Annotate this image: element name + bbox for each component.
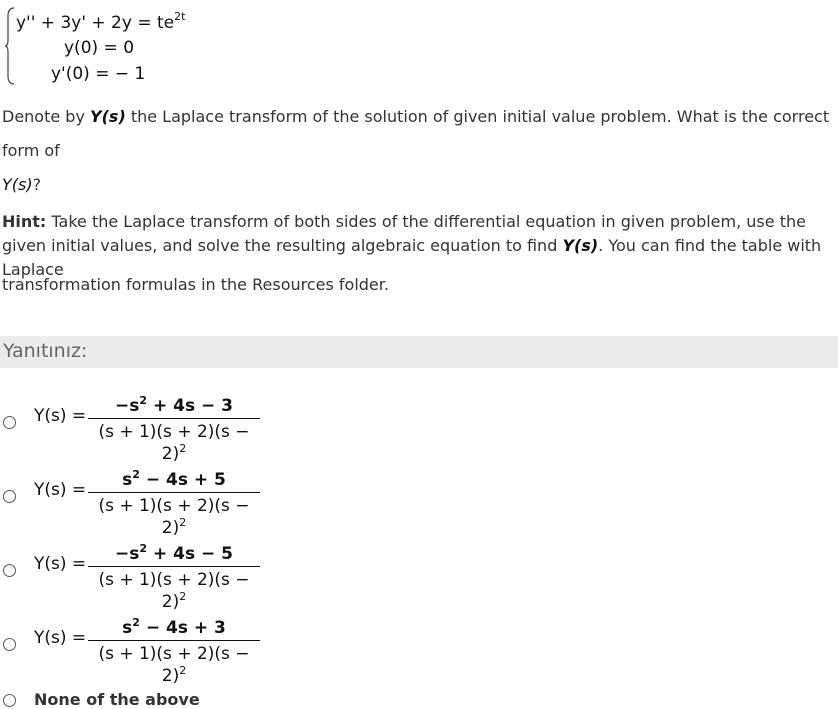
radio-button[interactable]: [3, 416, 16, 429]
answer-option-3[interactable]: [0, 538, 300, 612]
hint-text: Hint: Take the Laplace transform of both sides of the differential equation in given problem, use the given initial values, and solve the resulting algebraic equation to find Y(s). You can find the table with Laplace: [2, 212, 822, 279]
initial-condition-y: y(0) = 0: [64, 38, 135, 58]
answer-header-label: Yanıtınız:: [3, 340, 88, 362]
option-fraction: $-s^2 + 4s - 3$ $(s + 1)(s + 2)(s - 2)^2$: [88, 394, 260, 464]
option-fraction: $s^2 - 4s + 3$ $(s + 1)(s + 2)(s - 2)^2$: [88, 616, 260, 686]
hint-text-line3: transformation formulas in the Resources folder.: [2, 275, 389, 294]
initial-condition-yprime: y'(0) = − 1: [51, 64, 146, 84]
option-lhs: Y(s) =: [34, 628, 87, 648]
hint-label: Hint:: [2, 212, 47, 231]
option-fraction: $-s^2 + 4s - 5$ $(s + 1)(s + 2)(s - 2)^2$: [88, 542, 260, 612]
left-brace-icon: [4, 6, 16, 86]
differential-equation: $y'' + 3y' + 2y = te^{2t}$: [16, 10, 186, 33]
none-of-the-above-label[interactable]: None of the above: [34, 690, 200, 709]
answer-option-1[interactable]: [0, 390, 300, 464]
answer-option-4[interactable]: [0, 612, 300, 686]
radio-button[interactable]: [3, 638, 16, 651]
answer-option-2[interactable]: [0, 464, 300, 538]
ivp-system: [4, 6, 204, 86]
answer-header: [0, 336, 838, 368]
radio-button[interactable]: [3, 564, 16, 577]
option-lhs: Y(s) =: [34, 406, 87, 426]
radio-button[interactable]: [3, 490, 16, 503]
option-lhs: Y(s) =: [34, 480, 87, 500]
question-text: Denote by Y(s) the Laplace transform of the solution of given initial value problem. What is the correct form of Y(s)?: [2, 107, 830, 194]
radio-button-none[interactable]: [3, 694, 16, 707]
option-lhs: Y(s) =: [34, 554, 87, 574]
option-fraction: $s^2 - 4s + 5$ $(s + 1)(s + 2)(s - 2)^2$: [88, 468, 260, 538]
